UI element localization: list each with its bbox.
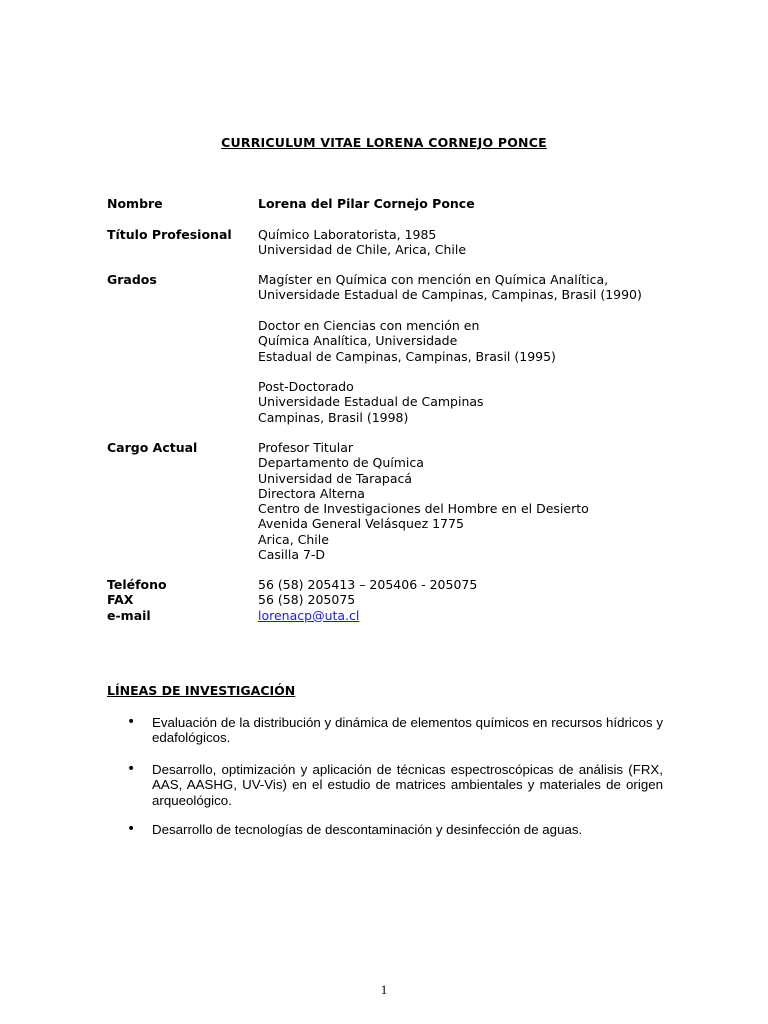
grados-line: Química Analítica, Universidade [258,333,458,349]
nombre-value: Lorena del Pilar Cornejo Ponce [258,196,475,211]
titulo-line: Universidad de Chile, Arica, Chile [258,242,467,258]
cargo-line: Universidad de Tarapacá [258,470,413,486]
fax-value: 56 (58) 205075 [258,592,356,608]
grados-line: Estadual de Campinas, Campinas, Brasil (1995) [258,348,556,364]
research-item-text: Desarrollo de tecnologías de descontaminación y desinfección de aguas. [152,822,583,837]
grados-line: Universidade Estadual de Campinas, Campinas, Brasil (1990) [258,287,642,303]
titulo-line: Químico Laboratorista, 1985 [258,227,437,242]
cargo-line: Arica, Chile [258,531,329,547]
research-item [127,715,663,746]
cargo-line: Avenida General Velásquez 1775 [258,516,464,532]
fax-label: FAX [107,592,134,608]
grados-label: Grados [107,272,157,287]
research-item [127,822,663,837]
cargo-line: Departamento de Química [258,455,424,471]
cargo-label: Cargo Actual [107,440,198,455]
grados-line: Magíster en Química con mención en Química Analítica, [258,272,609,287]
telefono-value: 56 (58) 205413 – 205406 - 205075 [258,577,478,592]
research-item [127,762,663,808]
bullet-icon: • [127,761,136,777]
contact-values [258,577,477,623]
grados-block-magister [258,272,642,303]
grados-line: Campinas, Brasil (1998) [258,409,409,425]
email-link[interactable]: lorenacp@uta.cl [258,607,360,623]
nombre-label: Nombre [107,196,163,211]
cargo-line: Directora Alterna [258,485,365,501]
grados-line: Universidade Estadual de Campinas [258,394,484,410]
research-item-text: Desarrollo, optimización y aplicación de técnicas espectroscópicas de análisis (FRX, AAS, AASHG, UV-Vis) en el estudio de matrices ambientales y materiales de origen arqueológico. [152,762,663,808]
telefono-label: Teléfono [107,577,167,592]
grados-line: Doctor en Ciencias con mención en [258,318,480,333]
grados-block-doctor [258,318,556,364]
email-label: e-mail [107,607,151,623]
bullet-icon: • [127,714,136,730]
page-number: 1 [380,982,388,997]
cargo-line: Casilla 7-D [258,547,326,563]
titulo-label: Título Profesional [107,227,232,242]
research-item-text: Evaluación de la distribución y dinámica de elementos químicos en recursos hídricos y edafológicos. [152,715,663,746]
cargo-line: Profesor Titular [258,440,354,455]
titulo-value [258,227,466,258]
cargo-line: Centro de Investigaciones del Hombre en el Desierto [258,501,589,517]
document-title: CURRICULUM VITAE LORENA CORNEJO PONCE [221,135,547,150]
grados-block-postdoc [258,379,484,425]
lineas-heading: LÍNEAS DE INVESTIGACIÓN [107,683,296,698]
contact-labels [107,577,167,623]
cargo-value [258,440,589,562]
grados-line: Post-Doctorado [258,379,354,394]
bullet-icon: • [127,821,136,837]
